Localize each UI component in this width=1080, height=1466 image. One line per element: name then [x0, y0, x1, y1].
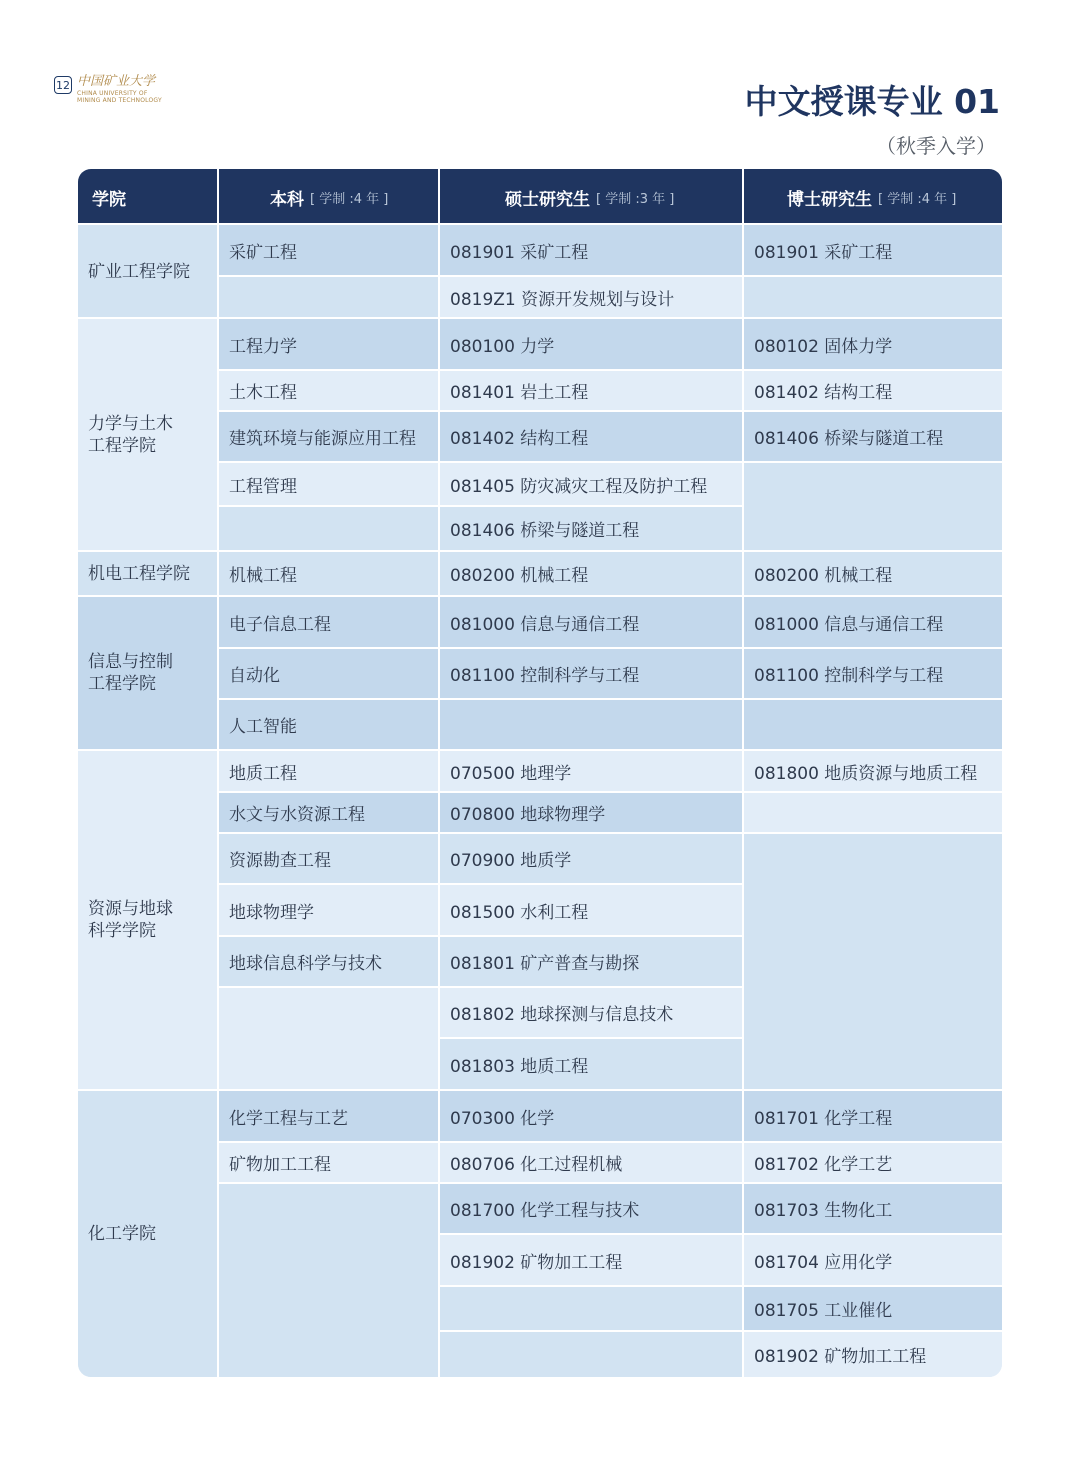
- column-divider: [217, 169, 219, 1377]
- phd-cell: 081406 桥梁与隧道工程: [743, 411, 1002, 462]
- college-info-control: [78, 596, 218, 750]
- undergrad-cell: 人工智能: [218, 699, 439, 750]
- college-name: 力学与土木工程学院: [88, 413, 173, 456]
- header-undergrad: [270, 169, 388, 225]
- row-divider: [218, 832, 1002, 834]
- undergrad-empty-cell: [218, 987, 439, 1090]
- phd-empty-cell: [743, 792, 1002, 833]
- logo-text: [77, 74, 162, 104]
- master-cell: 081902 矿物加工工程: [439, 1234, 743, 1286]
- master-empty-cell: [439, 1331, 743, 1377]
- master-cell: 081402 结构工程: [439, 411, 743, 462]
- undergrad-cell: 地质工程: [218, 750, 439, 792]
- college-name: 信息与控制工程学院: [88, 652, 173, 694]
- row-divider: [439, 1037, 743, 1039]
- college-resources-earth: [78, 750, 218, 1090]
- master-empty-cell: [439, 1286, 743, 1331]
- phd-empty-cell: [743, 276, 1002, 318]
- undergrad-cell: 水文与水资源工程: [218, 792, 439, 833]
- phd-empty-cell: [743, 833, 1002, 1090]
- row-divider: [439, 1285, 1002, 1287]
- master-cell: 081901 采矿工程: [439, 225, 743, 276]
- college-mining: 矿业工程学院: [78, 225, 218, 318]
- undergrad-cell: 资源勘查工程: [218, 833, 439, 884]
- master-cell: 080706 化工过程机械: [439, 1142, 743, 1183]
- college-mechatronics: 机电工程学院: [78, 551, 218, 596]
- row-divider: [218, 935, 743, 937]
- college-mechanics-civil: [78, 318, 218, 551]
- phd-cell: 081702 化学工艺: [743, 1142, 1002, 1183]
- master-cell: 081700 化学工程与技术: [439, 1183, 743, 1234]
- phd-cell: 080200 机械工程: [743, 551, 1002, 596]
- undergrad-cell: 采矿工程: [218, 225, 439, 276]
- undergrad-cell: 化学工程与工艺: [218, 1090, 439, 1142]
- phd-cell: 081402 结构工程: [743, 370, 1002, 411]
- master-cell: 080200 机械工程: [439, 551, 743, 596]
- header-master-duration: [ 学制 :3 年 ]: [596, 191, 675, 207]
- header-phd-duration: [ 学制 :4 年 ]: [878, 191, 957, 207]
- programs-table: [78, 169, 1002, 1377]
- master-cell: 070500 地理学: [439, 750, 743, 792]
- logo-english-line-1: CHINA UNIVERSITY OF: [77, 90, 148, 97]
- row-divider: [218, 461, 1002, 463]
- header-master-label: 硕士研究生: [505, 189, 590, 210]
- column-divider: [438, 169, 440, 1377]
- phd-cell: 081000 信息与通信工程: [743, 596, 1002, 648]
- header-undergrad-duration: [ 学制 :4 年 ]: [310, 191, 389, 207]
- header-undergrad-label: 本科: [270, 189, 304, 210]
- undergrad-cell: 工程力学: [218, 318, 439, 370]
- phd-cell: 081100 控制科学与工程: [743, 648, 1002, 699]
- undergrad-empty-cell: [218, 1183, 439, 1377]
- header-phd-label: 博士研究生: [787, 189, 872, 210]
- phd-cell: 081701 化学工程: [743, 1090, 1002, 1142]
- college-chemical: 化工学院: [78, 1090, 218, 1377]
- master-cell: 070900 地质学: [439, 833, 743, 884]
- master-cell: 081406 桥梁与隧道工程: [439, 506, 743, 551]
- master-cell: 081802 地球探测与信息技术: [439, 987, 743, 1038]
- phd-cell: 081703 生物化工: [743, 1183, 1002, 1234]
- master-cell: 081000 信息与通信工程: [439, 596, 743, 648]
- phd-cell: 081800 地质资源与地质工程: [743, 750, 1002, 792]
- row-divider: [218, 883, 743, 885]
- master-cell: 081801 矿产普查与勘探: [439, 936, 743, 987]
- master-cell: 081100 控制科学与工程: [439, 648, 743, 699]
- undergrad-cell: 矿物加工工程: [218, 1142, 439, 1183]
- row-divider: [218, 410, 1002, 412]
- master-cell: 0819Z1 资源开发规划与设计: [439, 276, 743, 318]
- phd-empty-cell: [743, 462, 1002, 551]
- phd-cell: 081901 采矿工程: [743, 225, 1002, 276]
- master-cell: 070300 化学: [439, 1090, 743, 1142]
- college-name: 资源与地球科学学院: [88, 899, 173, 941]
- undergrad-cell: 机械工程: [218, 551, 439, 596]
- row-divider: [218, 698, 1002, 700]
- logo-english-line-2: MINING AND TECHNOLOGY: [77, 97, 162, 104]
- header-college-label: 学院: [92, 189, 126, 210]
- header-college: [92, 169, 126, 225]
- undergrad-cell: 土木工程: [218, 370, 439, 411]
- row-divider: [218, 1141, 1002, 1143]
- phd-cell: 081705 工业催化: [743, 1286, 1002, 1331]
- page-subtitle: （秋季入学）: [876, 134, 996, 158]
- logo-chinese-name: 中国矿业大学: [77, 74, 156, 89]
- university-logo: [54, 74, 162, 104]
- row-divider: [218, 986, 743, 988]
- header-master: [505, 169, 674, 225]
- undergrad-cell: 地球物理学: [218, 884, 439, 936]
- row-divider: [218, 647, 1002, 649]
- master-cell: 081803 地质工程: [439, 1038, 743, 1090]
- page-number: 12: [54, 76, 72, 94]
- column-divider: [742, 169, 744, 1377]
- row-divider: [218, 505, 743, 507]
- phd-empty-cell: [743, 699, 1002, 750]
- header-phd: [787, 169, 956, 225]
- undergrad-cell: 电子信息工程: [218, 596, 439, 648]
- master-cell: 081500 水利工程: [439, 884, 743, 936]
- row-divider: [218, 1182, 1002, 1184]
- master-empty-cell: [439, 699, 743, 750]
- phd-cell: 080102 固体力学: [743, 318, 1002, 370]
- phd-cell: 081902 矿物加工工程: [743, 1331, 1002, 1377]
- row-divider: [218, 369, 1002, 371]
- row-divider: [439, 1233, 1002, 1235]
- undergrad-cell: 地球信息科学与技术: [218, 936, 439, 987]
- master-cell: 080100 力学: [439, 318, 743, 370]
- master-cell: 081405 防灾减灾工程及防护工程: [439, 462, 743, 506]
- row-divider: [439, 1330, 1002, 1332]
- undergrad-cell: 自动化: [218, 648, 439, 699]
- undergrad-cell: 工程管理: [218, 462, 439, 506]
- row-divider: [218, 275, 1002, 277]
- undergrad-empty-cell: [218, 506, 439, 551]
- phd-cell: 081704 应用化学: [743, 1234, 1002, 1286]
- master-cell: 081401 岩土工程: [439, 370, 743, 411]
- undergrad-empty-cell: [218, 276, 439, 318]
- row-divider: [218, 791, 1002, 793]
- undergrad-cell: 建筑环境与能源应用工程: [218, 411, 439, 462]
- master-cell: 070800 地球物理学: [439, 792, 743, 833]
- page-title: 中文授课专业 01: [744, 82, 1000, 121]
